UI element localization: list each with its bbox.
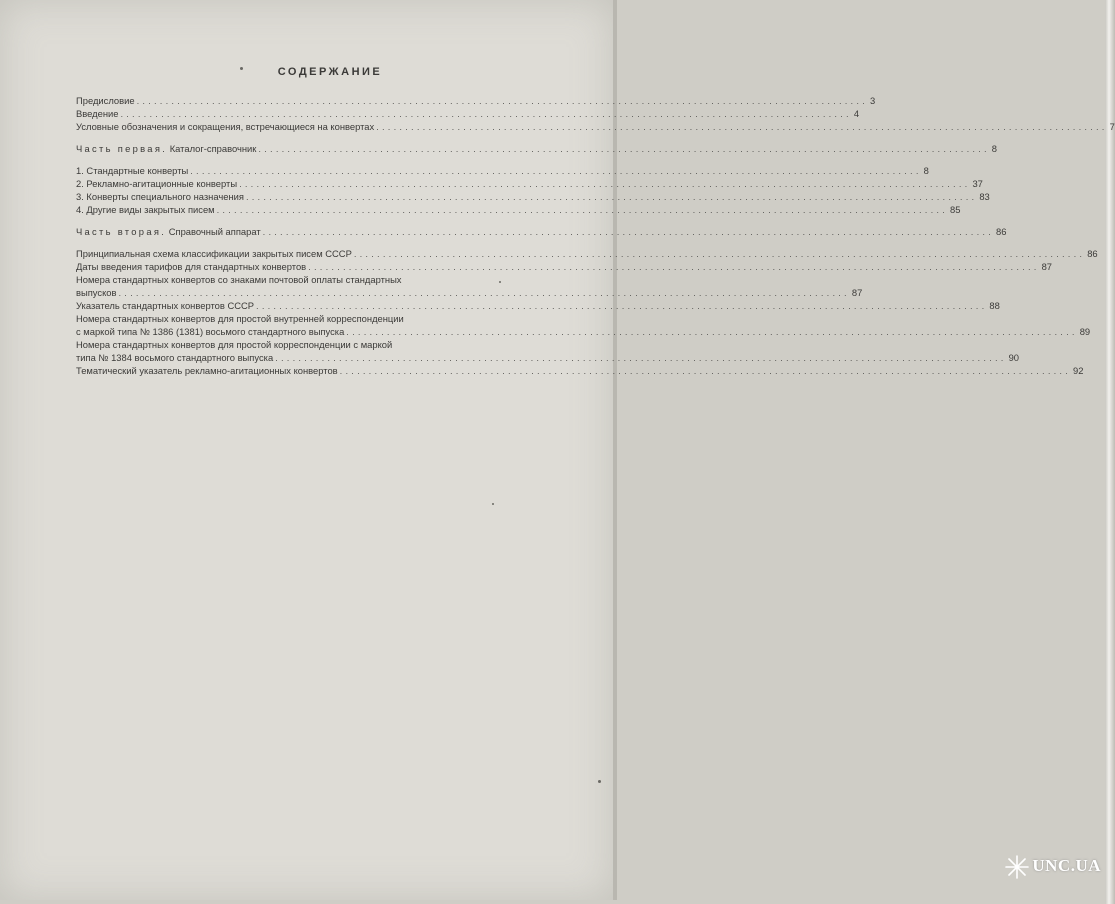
toc-entry-page: 87 xyxy=(851,287,863,298)
part-label: Каталог-справочник xyxy=(169,143,257,154)
toc-entry-page: 7 xyxy=(1109,121,1115,132)
toc-entry xyxy=(76,351,1019,364)
leader-dots: .............................................................................................................................. xyxy=(190,165,922,176)
toc-part-one xyxy=(76,142,998,155)
page-edge xyxy=(1105,0,1115,904)
part-lead: Часть первая. xyxy=(76,143,168,154)
leader-dots: .............................................................................................................................. xyxy=(136,95,868,106)
toc-entry-label: Условные обозначения и сокращения, встречающиеся на конвертах xyxy=(76,121,375,132)
watermark-text: UNC.UA xyxy=(1032,855,1101,875)
toc-entry xyxy=(76,299,1000,312)
toc-entry-preface xyxy=(76,94,876,107)
toc-entry-label: 3. Конверты специального назначения xyxy=(76,191,244,202)
toc-part-two xyxy=(76,225,1007,238)
leader-dots: .............................................................................................................................. xyxy=(308,261,1040,272)
toc-entry-page: 86 xyxy=(1087,248,1098,259)
toc-entry-label: выпусков xyxy=(76,287,117,298)
print-speck xyxy=(598,780,601,783)
leader-dots: .............................................................................................................................. xyxy=(239,178,971,189)
leader-dots: .............................................................................................................................. xyxy=(258,143,990,154)
toc-entry xyxy=(76,364,1084,377)
toc-entry xyxy=(76,247,1098,260)
table-of-contents xyxy=(76,94,1115,377)
leader-dots: .............................................................................................................................. xyxy=(346,326,1078,337)
toc-entry-label: Даты введения тарифов для стандартных конвертов xyxy=(76,261,307,272)
toc-entry-page: 92 xyxy=(1073,365,1084,376)
leader-dots: .............................................................................................................................. xyxy=(353,248,1086,259)
toc-entry-page: 8 xyxy=(991,143,998,154)
toc-entry-label: Предисловие xyxy=(76,95,135,106)
toc-entry xyxy=(76,325,1091,338)
toc-entry-page: 3 xyxy=(869,95,876,106)
toc-entry xyxy=(76,164,929,177)
sparkle-icon xyxy=(1004,854,1030,880)
toc-entry xyxy=(76,203,961,216)
leader-dots: .............................................................................................................................. xyxy=(275,352,1007,363)
toc-entry-page: 87 xyxy=(1041,261,1052,272)
toc-entry xyxy=(76,260,1052,273)
toc-entry-introduction xyxy=(76,107,860,120)
toc-entry-page: 90 xyxy=(1008,352,1019,363)
leader-dots: .............................................................................................................................. xyxy=(376,121,1108,132)
toc-entry xyxy=(76,286,863,299)
part-heading xyxy=(76,142,256,155)
toc-entry-label: Указатель стандартных конвертов СССР xyxy=(76,300,255,311)
toc-entry-label: 4. Другие виды закрытых писем xyxy=(76,204,215,215)
toc-entry-symbols xyxy=(76,120,1115,133)
leader-dots: .............................................................................................................................. xyxy=(216,204,949,215)
part-heading xyxy=(76,225,261,238)
leader-dots: .............................................................................................................................. xyxy=(339,365,1072,376)
toc-entry-label: Принципиальная схема классификации закрытых писем СССР xyxy=(76,248,352,259)
part-label: Справочный аппарат xyxy=(168,226,261,237)
print-speck xyxy=(492,503,494,505)
page-title: СОДЕРЖАНИЕ xyxy=(277,66,383,78)
toc-entry-label: 2. Рекламно-агитационные конверты xyxy=(76,178,238,189)
toc-entry-first-line: Номера стандартных конвертов со знаками почтовой оплаты стандартных xyxy=(76,274,402,285)
toc-entry-label: типа № 1384 восьмого стандартного выпуска xyxy=(76,352,274,363)
toc-entry-first-line: Номера стандартных конвертов для простой внутренней корреспонденции xyxy=(76,313,404,324)
toc-entry-page: 88 xyxy=(989,300,1000,311)
toc-entry-first-line: Номера стандартных конвертов для простой корреспонденции с маркой xyxy=(76,339,393,350)
leader-dots: .............................................................................................................................. xyxy=(262,226,995,237)
toc-entry-page: 85 xyxy=(950,204,961,215)
toc-entry-label: 1. Стандартные конверты xyxy=(76,165,189,176)
toc-entry-page: 37 xyxy=(972,178,983,189)
leader-dots: .............................................................................................................................. xyxy=(245,191,978,202)
toc-entry xyxy=(76,177,983,190)
toc-entry-page: 8 xyxy=(923,165,929,176)
toc-entry-page: 4 xyxy=(853,108,860,119)
toc-entry-label: Тематический указатель рекламно-агитационных конвертов xyxy=(76,365,338,376)
toc-entry-label: Введение xyxy=(76,108,119,119)
toc-entry xyxy=(76,190,990,203)
toc-entry-label: с маркой типа № 1386 (1381) восьмого стандартного выпуска xyxy=(76,326,345,337)
watermark xyxy=(1004,854,1101,880)
toc-entry-page: 83 xyxy=(979,191,990,202)
toc-entry-page: 86 xyxy=(996,226,1007,237)
leader-dots: .............................................................................................................................. xyxy=(120,108,852,119)
leader-dots: .............................................................................................................................. xyxy=(118,287,850,298)
part-lead: Часть вторая. xyxy=(76,226,167,237)
toc-entry-page: 89 xyxy=(1079,326,1091,337)
leader-dots: .............................................................................................................................. xyxy=(256,300,988,311)
